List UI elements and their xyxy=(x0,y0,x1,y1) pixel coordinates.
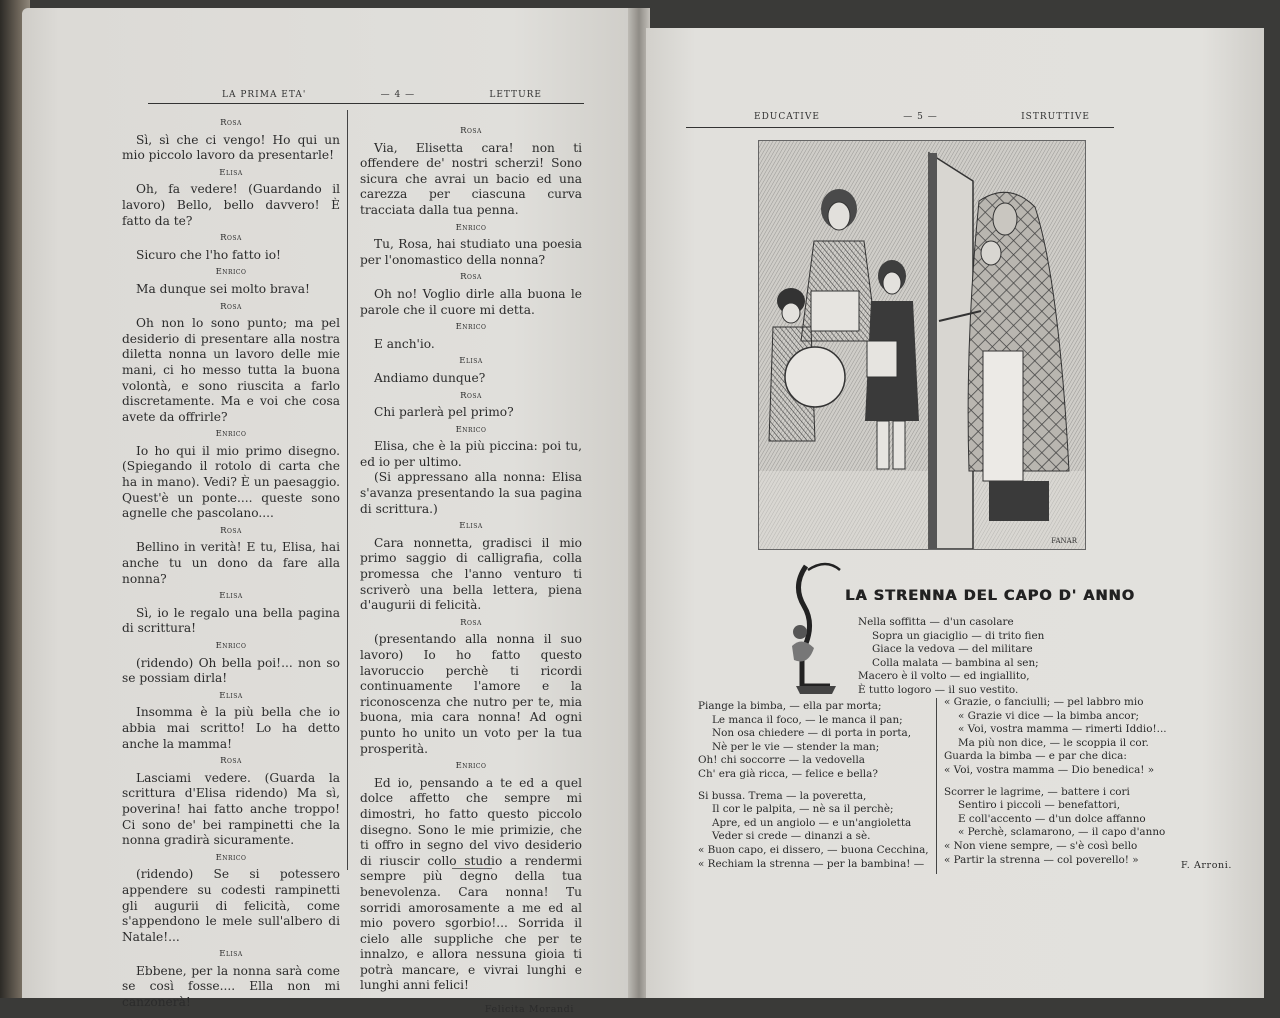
verse-line: Nè per le vie — stender la man; xyxy=(712,740,880,753)
dialogue-paragraph: (Si appressano alla nonna: Elisa s'avanza presentando la sua pagina di scrittura.) xyxy=(360,470,582,516)
verse-line: « Partir la strenna — col poverello! » xyxy=(944,853,1139,866)
speaker-name: Elisa xyxy=(219,690,243,701)
verse-line: « Perchè, sclamarono, — il capo d'anno xyxy=(958,826,1166,839)
verse-line: È tutto logoro — il suo vestito. xyxy=(858,683,1019,696)
poem-left-column xyxy=(698,700,929,871)
left-column-1 xyxy=(122,114,340,1011)
verse-line: Guarda la bimba — e par che dica: xyxy=(944,750,1127,763)
speaker-name: Rosa xyxy=(460,617,482,628)
dialogue-paragraph: Oh no! Voglio dirle alla buona le parole che il cuore mi detta. xyxy=(360,286,582,317)
author-signature: Felicita Morandi xyxy=(484,1004,574,1016)
speaker-name: Enrico xyxy=(455,761,487,772)
speaker-name: Rosa xyxy=(220,525,242,536)
dialogue-paragraph: Lasciami vedere. (Guarda la scrittura d'Elisa ridendo) Ma sì, poverina! hai fatto anche troppo! Ci sono de' bei rampinetti che la nonna gradirà sicuramente. xyxy=(122,770,340,848)
dialogue-paragraph: Insomma è la più bella che io abbia mai scritto! Lo ha detto anche la mamma! xyxy=(122,705,340,751)
verse-line: Giace la vedova — del militare xyxy=(872,643,1033,656)
verse-line: Non osa chiedere — di porta in porta, xyxy=(712,727,912,740)
engraving-illustration xyxy=(758,140,1086,550)
speaker-name: Elisa xyxy=(219,167,243,178)
poem-column-rule xyxy=(936,698,937,874)
speaker-name: Rosa xyxy=(220,301,242,312)
verse-line: Sopra un giaciglio — di trito fien xyxy=(872,629,1045,642)
speaker-name: Rosa xyxy=(220,233,242,244)
dialogue-paragraph: Cara nonnetta, gradisci il mio primo saggio di calligrafia, colla promessa che l'anno venturo ti scriverò una bella lettera, piena d'augurii di felicità. xyxy=(360,535,582,613)
speaker-name: Elisa xyxy=(459,356,483,367)
left-header-page-number: — 4 — xyxy=(380,90,416,100)
verse-line: Il cor le palpita, — nè sa il perchè; xyxy=(712,803,894,816)
speaker-name: Rosa xyxy=(460,390,482,401)
end-ornament xyxy=(452,868,492,869)
speaker-name: Rosa xyxy=(460,126,482,136)
speaker-name: Enrico xyxy=(455,424,487,435)
speaker-name: Elisa xyxy=(219,591,243,602)
verse-line: Macero è il volto — ed ingiallito, xyxy=(858,670,1030,683)
verse-line: Scorrer le lagrime, — battere i cori xyxy=(944,785,1130,798)
poet-signature: F. Arroni. xyxy=(1181,860,1232,871)
verse-line: Sentiro i piccoli — benefattori, xyxy=(958,799,1121,812)
verse-line: « Non viene sempre, — s'è così bello xyxy=(944,839,1138,852)
left-running-header xyxy=(222,90,542,100)
verse-line: Nella soffitta — d'un casolare xyxy=(858,616,1014,628)
speaker-name: Enrico xyxy=(215,429,247,440)
right-header-right: ISTRUTTIVE xyxy=(1021,112,1090,122)
dialogue-paragraph: Andiamo dunque? xyxy=(374,370,486,385)
poem-title: LA STRENNA DEL CAPO D' ANNO xyxy=(845,588,1135,604)
dialogue-paragraph: Ebbene, per la nonna sarà come se così fosse.... Ella non mi canzonerà! xyxy=(122,963,340,1010)
speaker-name: Enrico xyxy=(215,852,247,863)
dialogue-paragraph: Via, Elisetta cara! non ti offendere de' nostri scherzi! Sono sicura che avrai un bacio ed una carezza per ciascuna curva tracciata dalla tua penna. xyxy=(360,140,582,217)
speaker-name: Enrico xyxy=(215,267,247,278)
verse-line: Piange la bimba, — ella par morta; xyxy=(698,700,882,712)
dialogue-paragraph: Chi parlerà pel primo? xyxy=(374,405,514,420)
verse-line: « Rechiam la strenna — per la bambina! — xyxy=(698,857,925,870)
left-header-rule xyxy=(148,103,584,104)
verse-line: Veder si crede — dinanzi a sè. xyxy=(712,830,871,843)
verse-line: « Voi, vostra mamma — Dio benedica! » xyxy=(944,763,1155,776)
engraving-scene xyxy=(759,141,1085,549)
dialogue-paragraph: Io ho qui il mio primo disegno. (Spiegando il rotolo di carta che ha in mano). Vedi? È un paesaggio. Quest'è un ponte.... queste sono agnelle che pascolano.... xyxy=(122,443,340,521)
dialogue-paragraph: Sì, sì che ci vengo! Ho qui un mio piccolo lavoro da presentarle! xyxy=(122,132,340,163)
dialogue-paragraph: (ridendo) Se si potessero appendere su codesti rampinetti gli augurii di felicità, come s'appendono le mele sull'albero di Natale!... xyxy=(122,867,340,944)
decorated-initial-L xyxy=(786,556,842,696)
verse-line: Ma più non dice, — le scoppia il cor. xyxy=(958,736,1149,749)
speaker-name: Rosa xyxy=(220,756,242,767)
dialogue-paragraph: Ma dunque sei molto brava! xyxy=(136,281,310,296)
poem-right-column xyxy=(944,696,1167,867)
right-header-rule xyxy=(686,127,1114,128)
speaker-name: Elisa xyxy=(219,949,243,960)
dialogue-paragraph: Sì, io le regalo una bella pagina di scrittura! xyxy=(122,605,340,636)
dialogue-paragraph: (ridendo) Oh bella poi!... non so se possiam dirla! xyxy=(122,655,340,686)
dialogue-paragraph: Elisa, che è la più piccina: poi tu, ed io per ultimo. xyxy=(360,439,582,469)
left-header-right: LETTURE xyxy=(489,90,542,100)
speaker-name: Rosa xyxy=(220,118,242,128)
verse-line: Apre, ed un angiolo — e un'angioletta xyxy=(712,816,912,829)
illustration-credit: FANAR xyxy=(1051,537,1077,545)
left-header-left: LA PRIMA ETA' xyxy=(222,90,307,100)
dialogue-paragraph: Bellino in verità! E tu, Elisa, hai anche tu un dono da fare alla nonna? xyxy=(122,540,340,586)
verse-line: Le manca il foco, — le manca il pan; xyxy=(712,713,903,726)
right-running-header xyxy=(754,112,1090,122)
verse-line: E coll'accento — d'un dolce affanno xyxy=(958,812,1146,825)
dialogue-paragraph: Sicuro che l'ho fatto io! xyxy=(136,247,281,262)
verse-line: Si bussa. Trema — la poveretta, xyxy=(698,789,867,802)
verse-line: Colla malata — bambina al sen; xyxy=(872,656,1039,669)
dialogue-paragraph: Oh, fa vedere! (Guardando il lavoro) Bello, bello davvero! È fatto da te? xyxy=(122,182,340,228)
left-column-rule xyxy=(347,110,348,870)
verse-line: Oh! chi soccorre — la vedovella xyxy=(698,754,865,767)
right-header-left: EDUCATIVE xyxy=(754,112,820,122)
left-column-2 xyxy=(360,122,582,1018)
poem-stanza-1 xyxy=(858,616,1044,698)
speaker-name: Enrico xyxy=(455,322,487,333)
dialogue-paragraph: E anch'io. xyxy=(374,336,435,351)
speaker-name: Enrico xyxy=(215,641,247,651)
verse-line: Ch' era già ricca, — felice e bella? xyxy=(698,767,878,780)
speaker-name: Elisa xyxy=(459,521,483,532)
verse-line: « Voi, vostra mamma — rimerti Iddio!... xyxy=(958,723,1167,736)
dialogue-paragraph: (presentando alla nonna il suo lavoro) Io ho fatto questo lavoruccio perchè ti ricordi continuamente l'amore e la riconoscenza che nutro per te, mia buona, mia cara nonna! Ad ogni punto ho unito un voto per la tua prosperità. xyxy=(360,632,582,756)
speaker-name: Enrico xyxy=(455,222,487,233)
verse-line: « Grazie, o fanciulli; — pel labbro mio xyxy=(944,696,1144,708)
right-header-page-number: — 5 — xyxy=(903,112,938,122)
verse-line: « Buon capo, ei dissero, — buona Cecchina, xyxy=(698,843,929,856)
dialogue-paragraph: Tu, Rosa, hai studiato una poesia per l'onomastico della nonna? xyxy=(360,237,582,267)
verse-line: « Grazie vi dice — la bimba ancor; xyxy=(958,709,1140,722)
speaker-name: Rosa xyxy=(460,272,482,283)
dialogue-paragraph: Oh non lo sono punto; ma pel desiderio di presentare alla nostra diletta nonna un lavoro delle mie mani, ci ho messo tutta la buona volontà, e sono riuscita a farlo discretamente. Ma e voi che cosa avete da offrirle? xyxy=(122,316,340,424)
dialogue-paragraph: Ed io, pensando a te ed a quel dolce affetto che sempre mi dimostri, ho fatto questo piccolo disegno. Sono le mie primizie, che ti offro in segno del vivo desiderio di riuscir collo studio a rendermi sempre più degno della tua benevolenza. Cara nonna! Tu sorridi amorosamente a me ed al mio povero sgorbio!... Sorrida il cielo alle suppliche che per te innalzo, e allora nessuna gioia ti potrà mancare, e vivrai lunghi e lunghi anni felici! xyxy=(360,775,582,993)
